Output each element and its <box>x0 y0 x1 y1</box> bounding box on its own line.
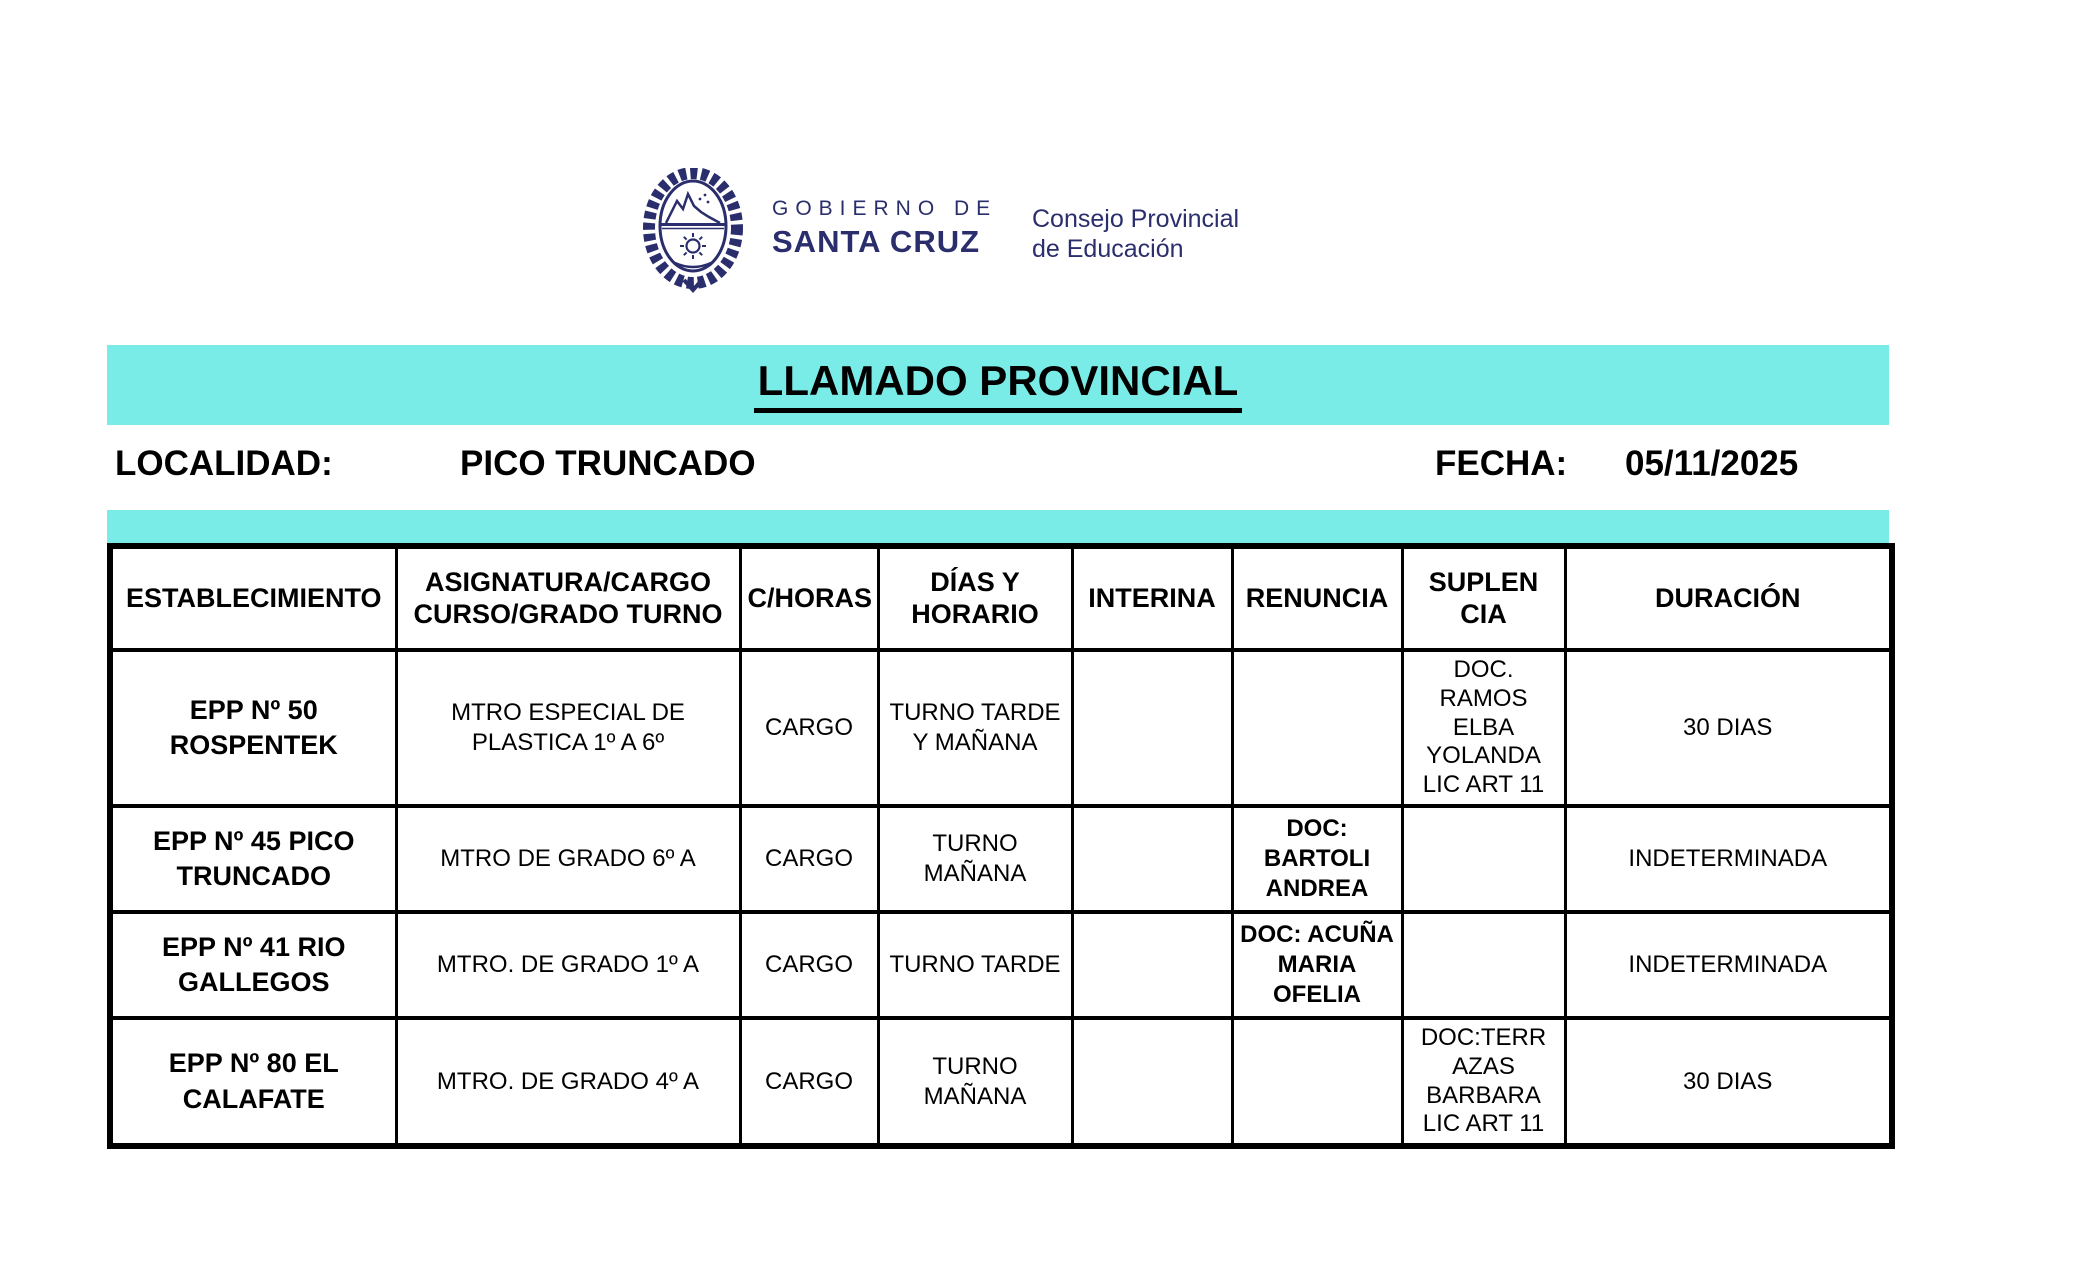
cell-establecimiento: EPP Nº 41 RIO GALLEGOS <box>110 912 396 1018</box>
cell-c-horas: CARGO <box>740 650 878 806</box>
cell-asignatura: MTRO DE GRADO 6º A <box>396 806 740 912</box>
cell-dias-horario: TURNO MAÑANA <box>878 1018 1072 1146</box>
table-row <box>110 806 1892 912</box>
title-banner <box>107 345 1889 425</box>
col-header-duracion: DURACIÓN <box>1565 546 1892 650</box>
cell-renuncia <box>1232 650 1402 806</box>
gobierno-wordmark <box>772 197 997 260</box>
table-row <box>110 650 1892 806</box>
llamado-table <box>107 543 1895 1149</box>
cell-c-horas: CARGO <box>740 1018 878 1146</box>
cell-suplencia <box>1402 806 1565 912</box>
cell-suplencia: DOC. RAMOS ELBA YOLANDA LIC ART 11 <box>1402 650 1565 806</box>
col-header-establecimiento: ESTABLECIMIENTO <box>110 546 396 650</box>
cell-duracion: INDETERMINADA <box>1565 806 1892 912</box>
col-header-suplencia: SUPLENCIA <box>1402 546 1565 650</box>
santa-cruz-coat-of-arms-icon <box>643 168 743 294</box>
cell-renuncia: DOC: BARTOLI ANDREA <box>1232 806 1402 912</box>
table-row <box>110 912 1892 1018</box>
cell-renuncia <box>1232 1018 1402 1146</box>
info-row <box>107 440 1889 490</box>
localidad-label: LOCALIDAD: <box>115 444 333 483</box>
cell-asignatura: MTRO ESPECIAL DE PLASTICA 1º A 6º <box>396 650 740 806</box>
gobierno-de-text: GOBIERNO DE <box>772 197 998 220</box>
consejo-wordmark <box>1032 204 1239 264</box>
cell-c-horas: CARGO <box>740 912 878 1018</box>
col-header-dias-horario: DÍAS Y HORARIO <box>878 546 1072 650</box>
cell-interina <box>1072 806 1232 912</box>
table-row <box>110 1018 1892 1146</box>
consejo-line-1: Consejo Provincial <box>1032 205 1240 233</box>
table-container <box>107 543 1889 1149</box>
cyan-strip <box>107 510 1889 543</box>
page-title: LLAMADO PROVINCIAL <box>754 357 1243 413</box>
cell-establecimiento: EPP Nº 45 PICO TRUNCADO <box>110 806 396 912</box>
cell-interina <box>1072 650 1232 806</box>
cell-duracion: 30 DIAS <box>1565 650 1892 806</box>
cell-establecimiento: EPP Nº 80 EL CALAFATE <box>110 1018 396 1146</box>
santa-cruz-text: SANTA CRUZ <box>772 224 981 259</box>
cell-asignatura: MTRO. DE GRADO 1º A <box>396 912 740 1018</box>
cell-c-horas: CARGO <box>740 806 878 912</box>
localidad-value: PICO TRUNCADO <box>460 444 756 483</box>
cell-establecimiento: EPP Nº 50 ROSPENTEK <box>110 650 396 806</box>
header-row <box>110 546 1892 650</box>
cell-interina <box>1072 912 1232 1018</box>
col-header-interina: INTERINA <box>1072 546 1232 650</box>
fecha-label: FECHA: <box>1435 444 1568 483</box>
cell-asignatura: MTRO. DE GRADO 4º A <box>396 1018 740 1146</box>
cell-dias-horario: TURNO MAÑANA <box>878 806 1072 912</box>
col-header-c-horas: C/HORAS <box>740 546 878 650</box>
cell-duracion: 30 DIAS <box>1565 1018 1892 1146</box>
fecha-value: 05/11/2025 <box>1625 444 1799 483</box>
col-header-asignatura: ASIGNATURA/CARGO CURSO/GRADO TURNO <box>396 546 740 650</box>
cell-dias-horario: TURNO TARDE Y MAÑANA <box>878 650 1072 806</box>
cell-suplencia: DOC:TERRAZAS BARBARA LIC ART 11 <box>1402 1018 1565 1146</box>
col-header-renuncia: RENUNCIA <box>1232 546 1402 650</box>
cell-suplencia <box>1402 912 1565 1018</box>
cell-duracion: INDETERMINADA <box>1565 912 1892 1018</box>
cell-dias-horario: TURNO TARDE <box>878 912 1072 1018</box>
cell-renuncia: DOC: ACUÑA MARIA OFELIA <box>1232 912 1402 1018</box>
consejo-line-2: de Educación <box>1032 235 1184 263</box>
cell-interina <box>1072 1018 1232 1146</box>
